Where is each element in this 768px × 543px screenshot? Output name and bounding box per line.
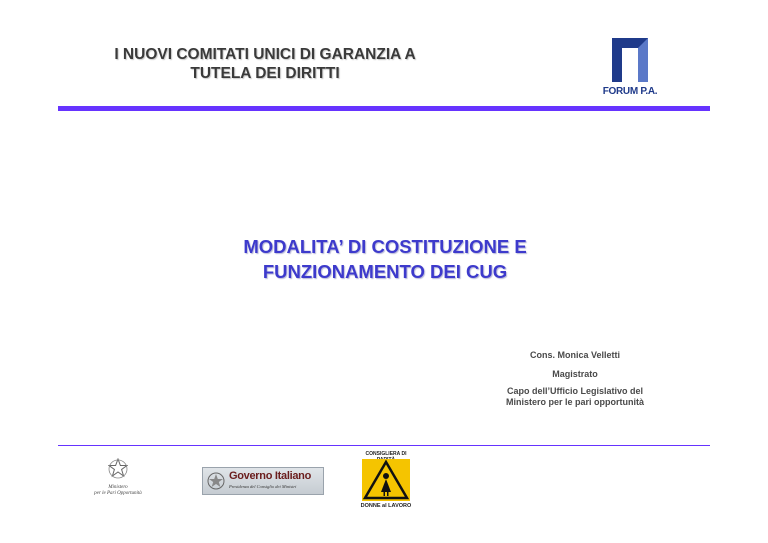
- governo-italiano-wordmark: Governo Italiano: [229, 470, 311, 482]
- consigliera-parita-logo: [358, 451, 414, 511]
- governo-italiano-logo: [202, 467, 324, 495]
- speaker-office: [480, 386, 670, 408]
- forum-pa-logo-text: FORUM P.A.: [602, 86, 658, 97]
- consigliera-logo-bottom-text: DONNE al LAVORO: [360, 503, 412, 509]
- header-divider: [58, 106, 710, 111]
- italian-emblem-icon: [108, 458, 128, 480]
- ministero-logo-line1: Ministero: [108, 485, 128, 490]
- presentation-title-line2: FUNZIONAMENTO DEI CUG: [262, 261, 508, 282]
- forum-pa-logo: [598, 38, 662, 100]
- header-title-line1: I NUOVI COMITATI UNICI DI GARANZIA A: [114, 46, 416, 63]
- speaker-name: Cons. Monica Velletti: [529, 350, 621, 360]
- ministero-logo: [90, 458, 146, 497]
- ministero-logo-line2: per le Pari Opportunità: [94, 491, 142, 496]
- consigliera-logo-top-text: CONSIGLIERA DI: [365, 451, 407, 457]
- presentation-title-line1: MODALITA’ DI COSTITUZIONE E: [243, 236, 527, 257]
- woman-warning-sign-icon: [362, 459, 410, 501]
- presentation-title: [150, 234, 620, 284]
- speaker-role: Magistrato: [552, 369, 598, 379]
- governo-emblem-icon: [206, 470, 226, 492]
- speaker-office-line2: Ministero per le pari opportunità: [505, 397, 644, 407]
- header-title: [70, 45, 460, 83]
- consigliera-logo-sign: [362, 459, 410, 501]
- governo-italiano-subtitle: Presidenza del Consiglio dei Ministri: [229, 484, 297, 489]
- forum-pa-logo-mark-icon: [612, 38, 648, 82]
- footer-divider: [58, 445, 710, 446]
- speaker-office-line1: Capo dell’Ufficio Legislativo del: [506, 386, 644, 396]
- header-title-line2: TUTELA DEI DIRITTI: [190, 65, 340, 82]
